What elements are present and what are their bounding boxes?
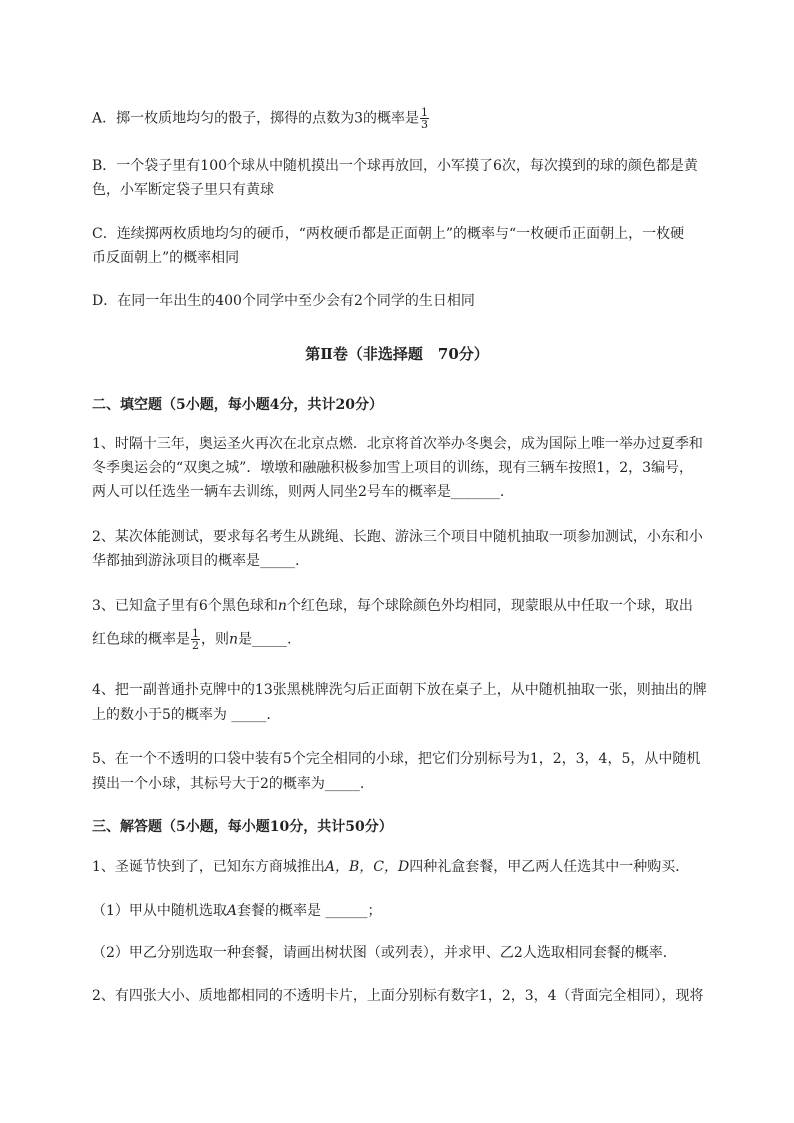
option-a bbox=[92, 107, 430, 130]
part2-title: 第Ⅱ卷（非选择题 70分） bbox=[305, 345, 489, 363]
option-c-line1: C．连续掷两枚质地均匀的硬币，“两枚硬币都是正面朝上”的概率与“一枚硬币正面朝上，一枚硬 bbox=[92, 226, 685, 242]
fill-q2-line2: 华都抽到游泳项目的概率是_____. bbox=[92, 553, 300, 569]
option-d: D．在同一年出生的400个同学中至少会有2个同学的生日相同 bbox=[92, 293, 475, 309]
answer-q2-line1: 2、有四张大小、质地都相同的不透明卡片，上面分别标有数字1，2，3，4（背面完全相同），现将 bbox=[92, 988, 704, 1004]
fill-q1-line3: 两人可以任选坐一辆车去训练，则两人同坐2号车的概率是_______. bbox=[92, 484, 505, 500]
variables-abcd: A，B，C，D bbox=[324, 859, 410, 875]
fill-q3-line1: 3、已知盒子里有6个黑色球和n个红色球，每个球除颜色外均相同，现蒙眼从中任取一个球，取出 bbox=[92, 598, 693, 614]
fill-q5-line1: 5、在一个不透明的口袋中装有5个完全相同的小球，把它们分别标号为1，2，3，4，5，从中随机 bbox=[92, 751, 701, 767]
fill-q4-line2: 上的数小于5的概率为 _____. bbox=[92, 707, 271, 723]
answer-section-heading: 三、解答题（5小题，每小题10分，共计50分） bbox=[92, 819, 393, 835]
option-a-text: A．掷一枚质地均匀的骰子，掷得的点数为3的概率是 bbox=[92, 110, 420, 127]
option-c-line2: 币反面朝上”的概率相同 bbox=[92, 250, 240, 266]
answer-q1-line1: 1、圣诞节快到了，已知东方商城推出A，B，C，D四种礼盒套餐，甲乙两人任选其中一种购买． bbox=[92, 859, 690, 875]
option-b-line2: 色，小军断定袋子里只有黄球 bbox=[92, 182, 274, 198]
fraction-one-third: $\frac{1}{3}$ bbox=[421, 106, 429, 131]
fraction-one-half: $\frac{1}{2}$ bbox=[192, 627, 199, 652]
answer-q1-sub2: （2）甲乙分别选取一种套餐，请画出树状图（或列表），并求甲、乙2人选取相同套餐的概率． bbox=[92, 945, 677, 961]
fill-q5-line2: 摸出一个小球，其标号大于2的概率为_____. bbox=[92, 776, 365, 792]
option-b-line1: B．一个袋子里有100个球从中随机摸出一个球再放回，小军摸了6次，每次摸到的球的颜色都是黄 bbox=[92, 158, 698, 174]
fill-q1-line2: 冬季奥运会的“双奥之城”．墩墩和融融积极参加雪上项目的训练，现有三辆车按照1，2，3编号， bbox=[92, 460, 694, 476]
fill-q2-line1: 2、某次体能测试，要求每名考生从跳绳、长跑、游泳三个项目中随机抽取一项参加测试，小东和小 bbox=[92, 529, 703, 545]
fill-section-heading: 二、填空题（5小题，每小题4分，共计20分） bbox=[92, 397, 383, 413]
variable-n: n bbox=[277, 598, 287, 614]
answer-q1-sub1: （1）甲从中随机选取A套餐的概率是 ______； bbox=[92, 903, 382, 919]
fill-q3-line2: 红色球的概率是 $\frac{1}{2}$ ，则n是_____. bbox=[92, 627, 292, 652]
fill-q1-line1: 1、时隔十三年，奥运圣火再次在北京点燃．北京将首次举办冬奥会，成为国际上唯一举办过夏季和 bbox=[92, 436, 703, 452]
fill-q4-line1: 4、把一副普通扑克牌中的13张黑桃牌洗匀后正面朝下放在桌子上，从中随机抽取一张，则抽出的牌 bbox=[92, 682, 707, 698]
